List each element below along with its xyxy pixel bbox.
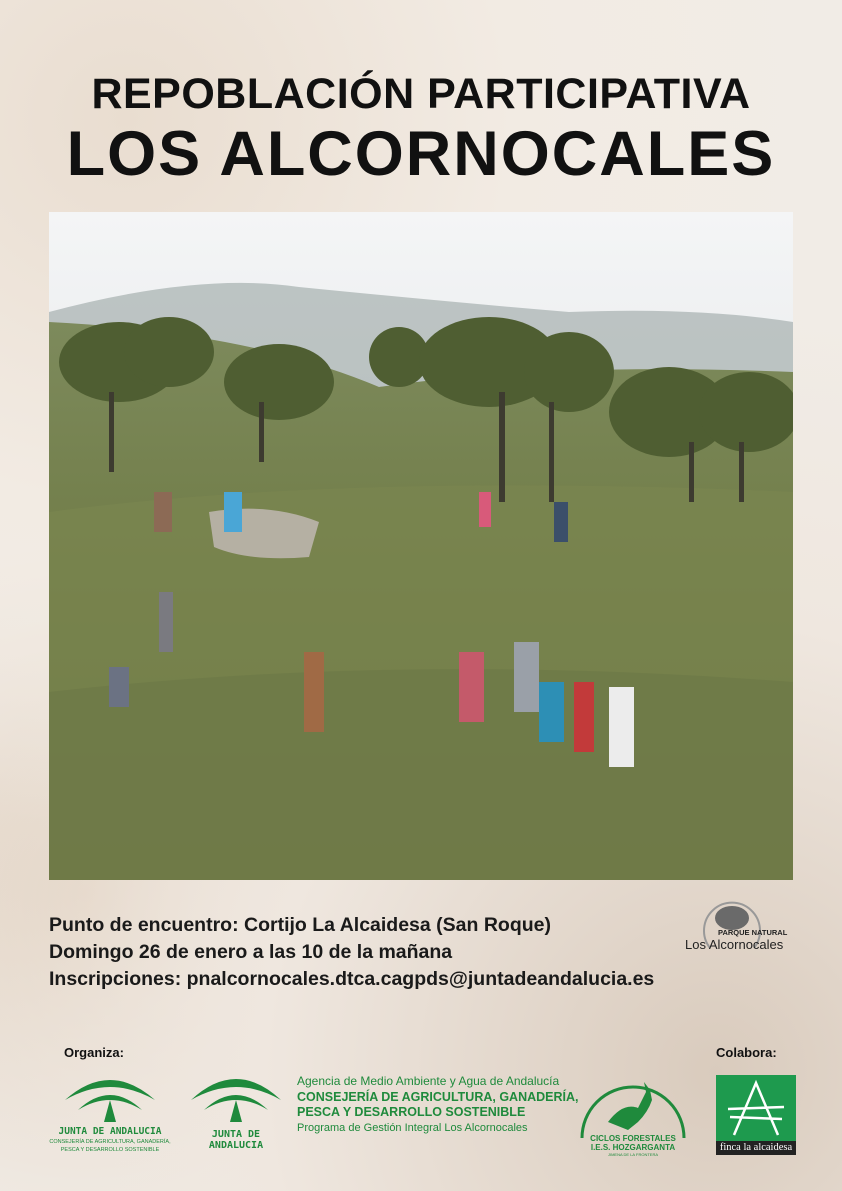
junta2-name: JUNTA DE ANDALUCIA	[208, 1129, 264, 1151]
date-text: Domingo 26 de enero a las 10 de la mañana	[49, 941, 453, 963]
junta-andalucia-logo-1	[48, 1072, 172, 1162]
agency-line2: CONSEJERÍA DE AGRICULTURA, GANADERÍA,	[297, 1090, 579, 1104]
junta-arches-icon	[186, 1070, 286, 1124]
deer-icon	[578, 1072, 688, 1138]
finca-name: finca la alcaidesa	[716, 1141, 796, 1155]
ciclos-forestales-logo	[578, 1072, 688, 1156]
junta-andalucia-logo-2	[184, 1070, 288, 1151]
agency-line1: Agencia de Medio Ambiente y Agua de Andalucía	[297, 1074, 560, 1088]
registration-text: Inscripciones: pnalcornocales.dtca.cagpds@juntadeandalucia.es	[49, 968, 655, 990]
title-line-1: REPOBLACIÓN PARTICIPATIVA	[91, 70, 751, 118]
ciclos-line3: JIMENA DE LA FRONTERA	[607, 1152, 658, 1157]
agency-line4: Programa de Gestión Integral Los Alcornocales	[297, 1122, 528, 1134]
title-line-2: LOS ALCORNOCALES	[66, 119, 776, 189]
junta1-sub1: CONSEJERÍA DE AGRICULTURA, GANADERÍA,	[49, 1139, 171, 1145]
junta1-name: JUNTA DE ANDALUCIA	[58, 1126, 162, 1137]
park-logo-name: Los Alcornocales	[685, 937, 784, 952]
park-logo-small-text: PARQUE NATURAL	[718, 928, 788, 937]
colabora-label: Colabora:	[716, 1045, 777, 1060]
organiza-label: Organiza:	[64, 1045, 124, 1060]
agency-line3: PESCA Y DESARROLLO SOSTENIBLE	[297, 1105, 526, 1119]
finca-la-alcaidesa-logo	[716, 1075, 796, 1155]
ciclos-line2: I.E.S. HOZGARGANTA	[590, 1143, 676, 1152]
agency-text-block	[297, 1074, 579, 1134]
letter-a-icon	[724, 1079, 788, 1137]
junta-arches-icon	[60, 1072, 160, 1124]
meeting-point-text: Punto de encuentro: Cortijo La Alcaidesa (San Roque)	[49, 914, 551, 936]
junta1-sub2: PESCA Y DESARROLLO SOSTENIBLE	[60, 1147, 160, 1153]
ciclos-line1: CICLOS FORESTALES	[590, 1134, 676, 1143]
parque-natural-logo	[684, 893, 794, 955]
volunteers-planting-photo	[49, 212, 793, 880]
